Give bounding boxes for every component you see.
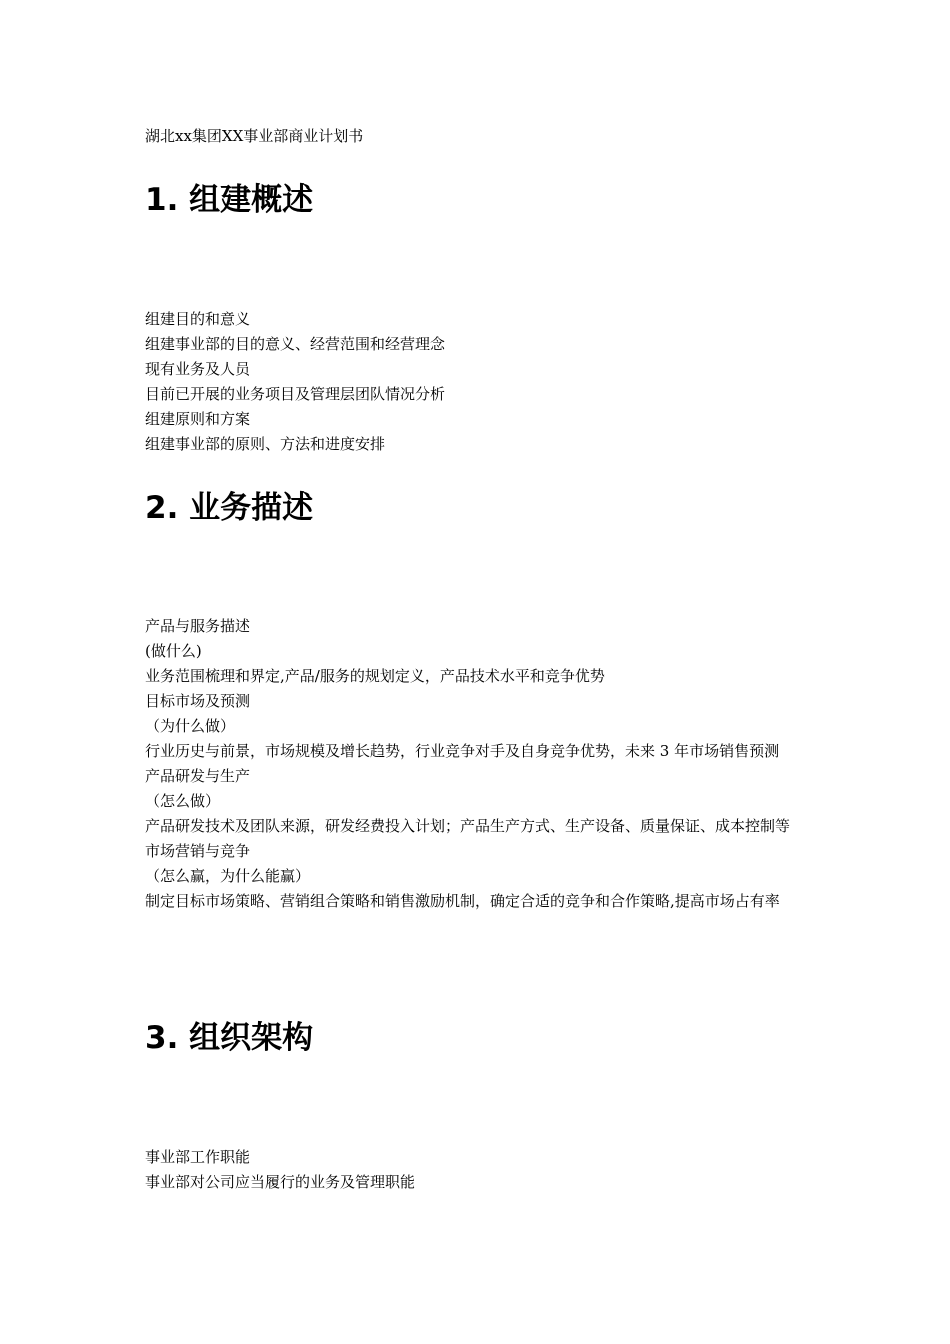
- paragraph-line: 业务范围梳理和界定,产品/服务的规划定义，产品技术水平和竞争优势: [145, 667, 605, 685]
- paragraph-line: 目标市场及预测: [145, 692, 251, 710]
- paragraph-line: （怎么赢，为什么能赢）: [145, 867, 311, 885]
- paragraph-line: 行业历史与前景，市场规模及增长趋势，行业竞争对手及自身竞争优势，未来 3 年市场销售预测: [145, 742, 780, 760]
- section-heading-3: 3. 组织架构: [145, 1020, 314, 1056]
- paragraph-line: 现有业务及人员: [145, 360, 251, 378]
- section-body-3: [145, 1145, 815, 1195]
- section-body-1: [145, 307, 815, 457]
- paragraph-line: 组建事业部的原则、方法和进度安排: [145, 435, 386, 453]
- document-title: 湖北xx集团XX事业部商业计划书: [145, 127, 364, 145]
- paragraph-line: 事业部对公司应当履行的业务及管理职能: [145, 1173, 416, 1191]
- paragraph-line: 市场营销与竞争: [145, 842, 251, 860]
- paragraph-line: 目前已开展的业务项目及管理层团队情况分析: [145, 385, 446, 403]
- paragraph-line: （为什么做）: [145, 717, 236, 735]
- paragraph-line: 组建原则和方案: [145, 410, 251, 428]
- paragraph-line: 产品与服务描述: [145, 617, 251, 635]
- paragraph-line: (做什么): [145, 642, 202, 660]
- paragraph-line: 产品研发与生产: [145, 767, 251, 785]
- paragraph-line: 产品研发技术及团队来源，研发经费投入计划；产品生产方式、生产设备、质量保证、成本控制等: [145, 817, 791, 835]
- section-heading-2: 2. 业务描述: [145, 490, 314, 526]
- paragraph-line: 事业部工作职能: [145, 1148, 251, 1166]
- paragraph-line: 组建事业部的目的意义、经营范围和经营理念: [145, 335, 446, 353]
- paragraph-line: 组建目的和意义: [145, 310, 251, 328]
- paragraph-line: （怎么做）: [145, 792, 221, 810]
- paragraph-line: 制定目标市场策略、营销组合策略和销售激励机制，确定合适的竞争和合作策略,提高市场占有率: [145, 892, 780, 910]
- section-body-2: [145, 614, 815, 914]
- section-heading-1: 1. 组建概述: [145, 182, 314, 218]
